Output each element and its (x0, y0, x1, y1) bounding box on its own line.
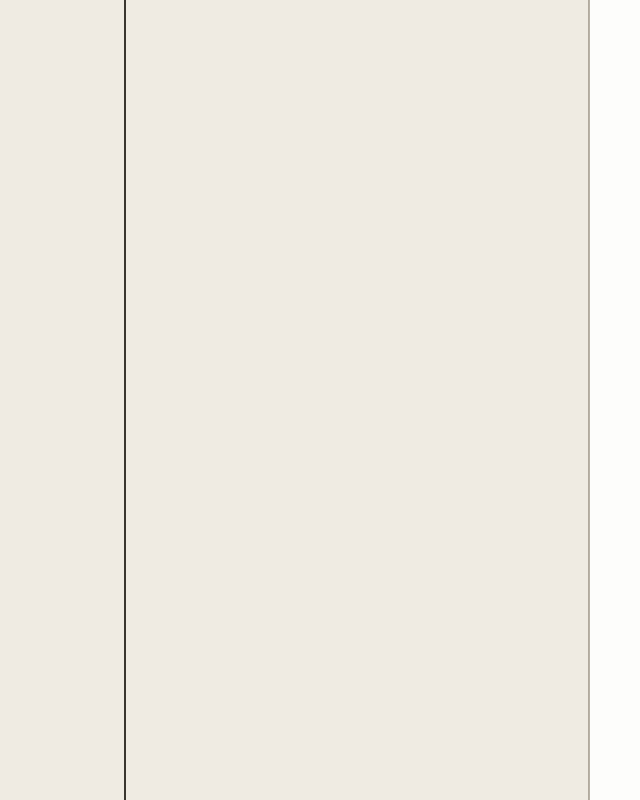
column-divider (124, 0, 126, 800)
page-edge-shadow (588, 0, 590, 800)
